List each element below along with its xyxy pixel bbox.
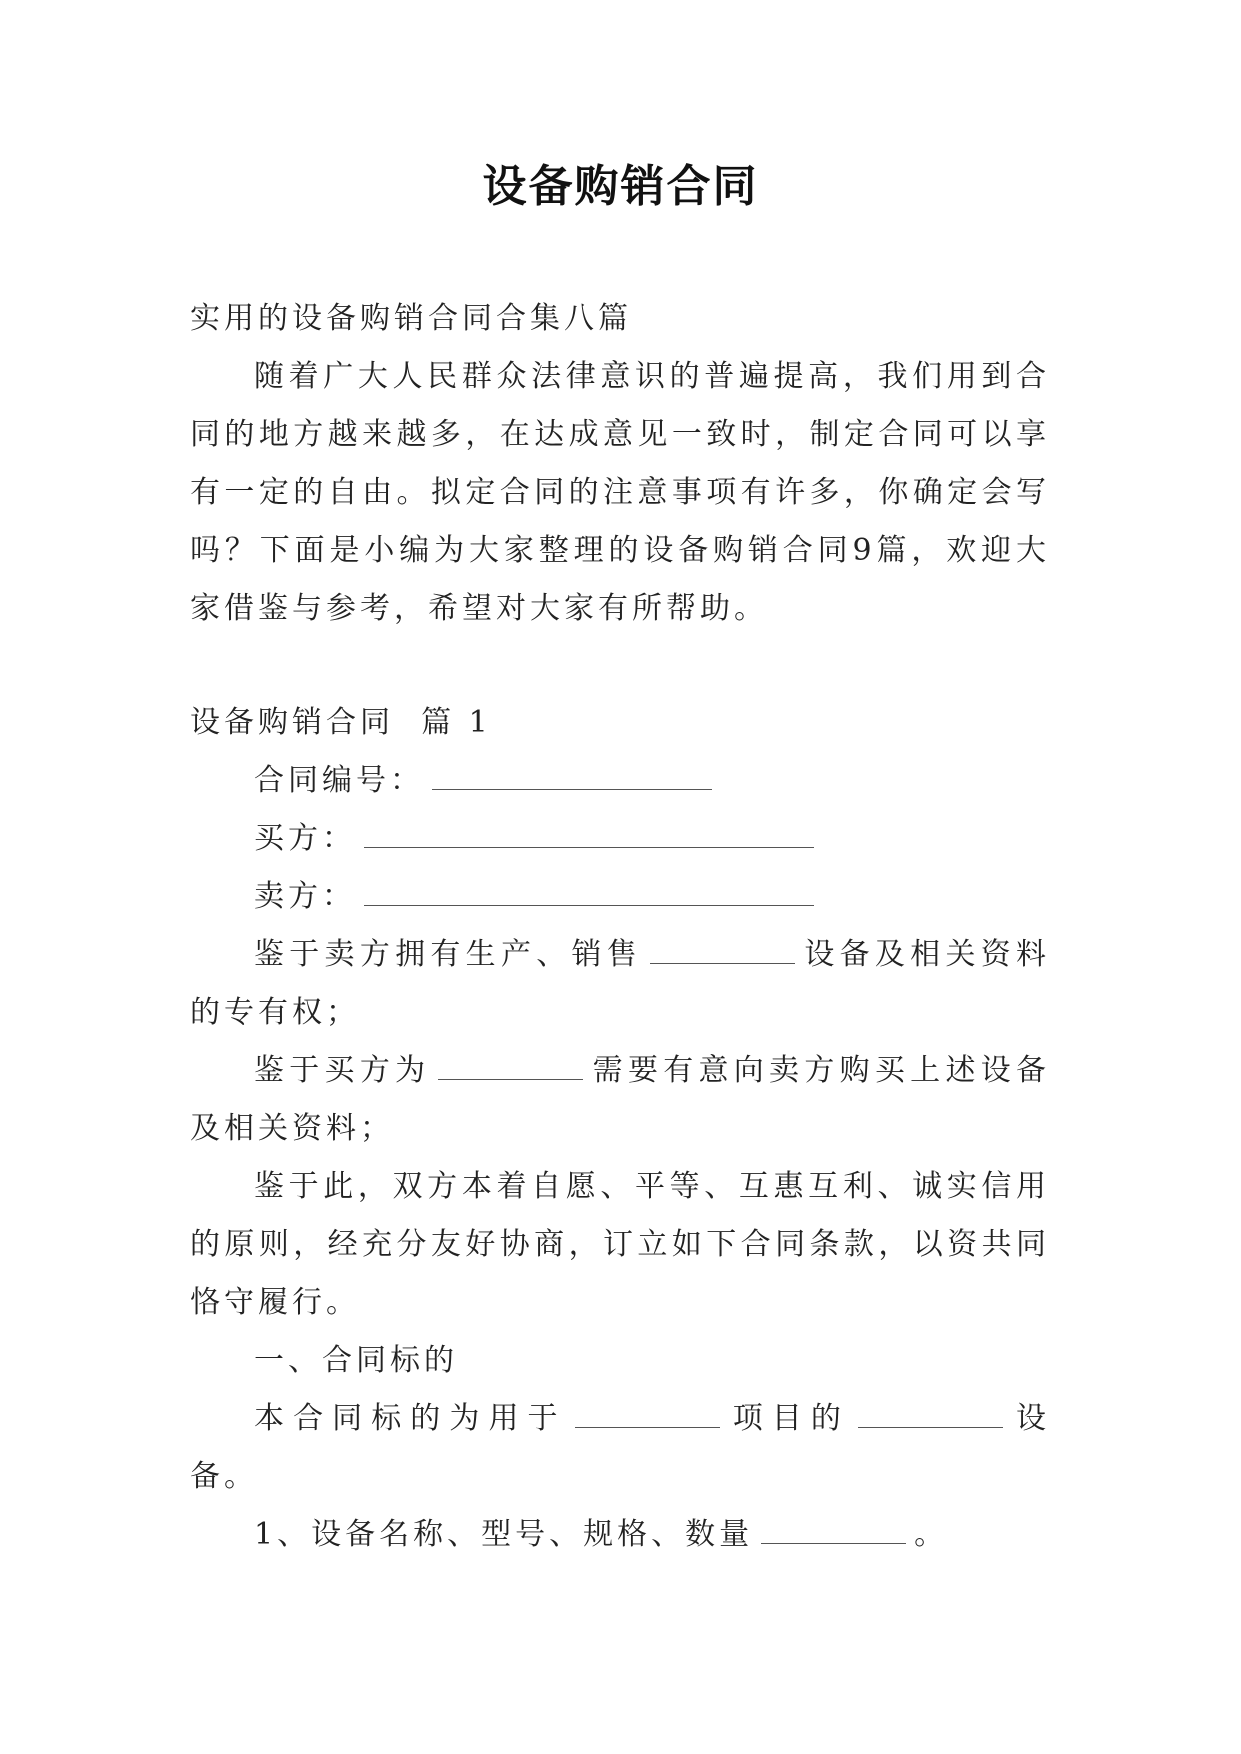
clause1-text-b: 设备及相关资料的专有权； <box>190 937 1051 1030</box>
article1-text-b: 项目的 <box>727 1401 850 1436</box>
intro-paragraph: 随着广大人民群众法律意识的普遍提高，我们用到合同的地方越来越多，在达成意见一致时，制定合同可以享有一定的自由。拟定合同的注意事项有许多，你确定会写吗？下面是小编为大家整理的设备购销合同9篇，欢迎大家借鉴与参考，希望对大家有所帮助。 <box>190 359 1050 626</box>
article1-heading: 一、合同标的 <box>254 1343 458 1378</box>
seller-line <box>190 868 1050 926</box>
spacer <box>190 638 1050 694</box>
purpose-blank <box>438 1045 583 1080</box>
buyer-line <box>190 810 1050 868</box>
document-title: 设备购销合同 <box>482 161 759 212</box>
item1-text-b: 。 <box>914 1517 949 1552</box>
clause1-text-a: 鉴于卖方拥有生产、销售 <box>254 937 643 972</box>
buyer-blank <box>364 813 814 848</box>
buyer-label: 买方： <box>254 821 356 856</box>
seller-label: 卖方： <box>254 879 356 914</box>
article1-text-c: 设备。 <box>190 1401 1051 1494</box>
project-blank <box>575 1393 720 1428</box>
seller-blank <box>364 871 814 906</box>
article1-paragraph <box>190 1390 1050 1506</box>
equipment-blank <box>650 929 795 964</box>
document-body <box>190 290 1050 1564</box>
clause-principles: 鉴于此，双方本着自愿、平等、互惠互利、诚实信用的原则，经充分友好协商，订立如下合同条款，以资共同恪守履行。 <box>190 1169 1050 1320</box>
clause-buyer-intent <box>190 1042 1050 1158</box>
contract-number-blank <box>432 755 712 790</box>
clause2-text-a: 鉴于买方为 <box>254 1053 431 1088</box>
spec-blank <box>761 1509 906 1544</box>
contract-number-label: 合同编号： <box>254 763 424 798</box>
item1-text-a: 1、设备名称、型号、规格、数量 <box>254 1517 754 1552</box>
item1-line <box>190 1506 1050 1564</box>
section-heading: 设备购销合同 篇 1 <box>190 705 492 740</box>
clause2-text-b: 需要有意向卖方购买上述设备及相关资料； <box>190 1053 1051 1146</box>
equipment-type-blank <box>858 1393 1003 1428</box>
contract-number-line <box>190 752 1050 810</box>
clause-seller-rights <box>190 926 1050 1042</box>
subtitle: 实用的设备购销合同合集八篇 <box>190 301 632 336</box>
article1-text-a: 本合同标的为用于 <box>254 1401 567 1436</box>
